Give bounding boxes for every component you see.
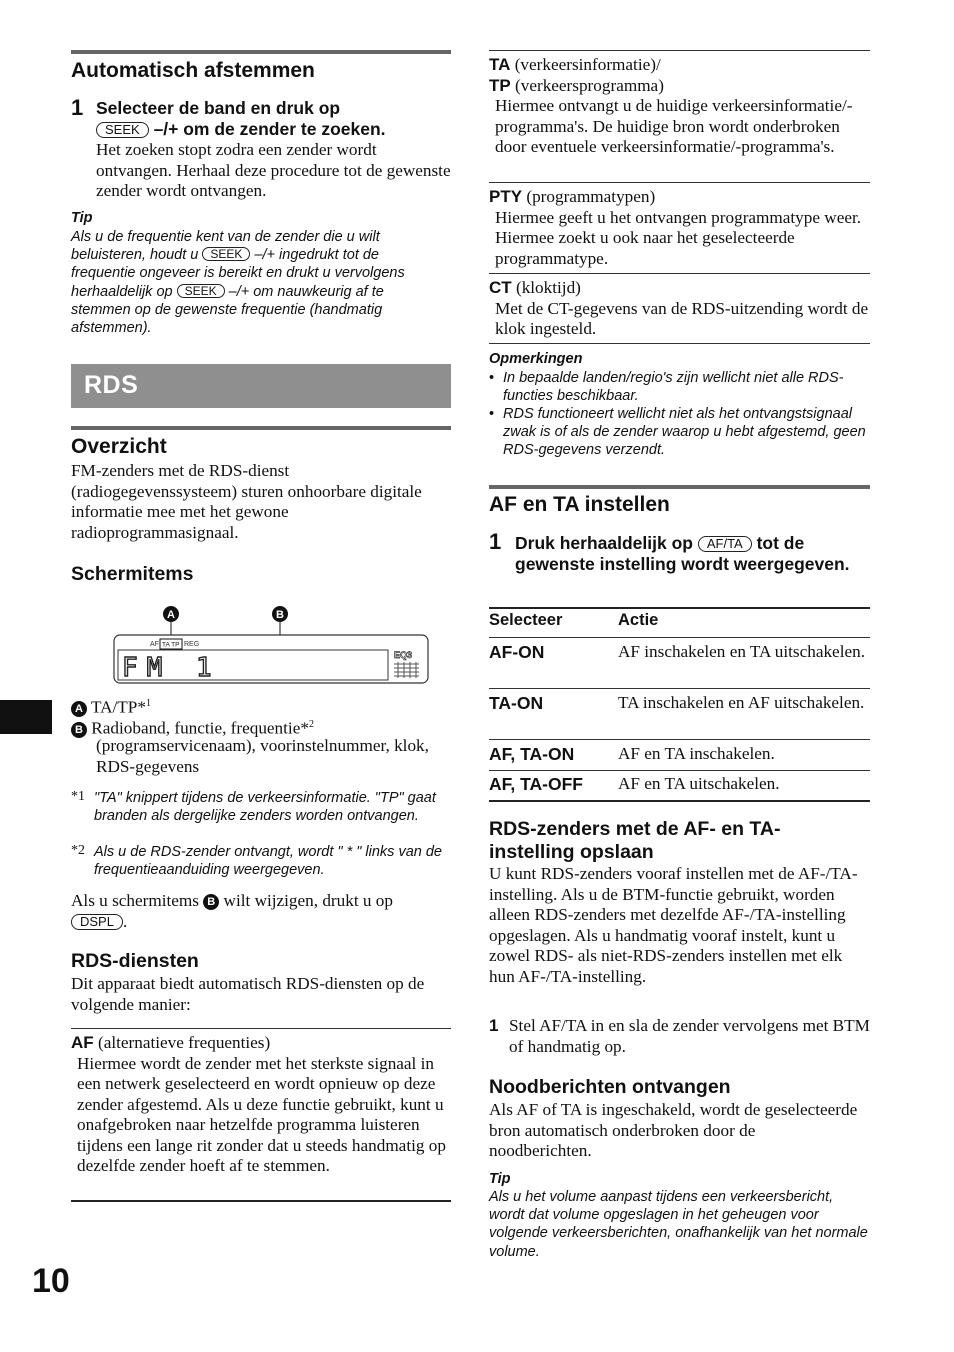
- heading-af-ta-instellen: AF en TA instellen: [489, 493, 670, 516]
- opmerking-1-text: In bepaalde landen/regio's zijn wellicht niet alle RDS-functies beschikbaar.: [503, 370, 844, 405]
- heading-rds-diensten: RDS-diensten: [71, 950, 199, 972]
- col-header-selecteer: Selecteer: [489, 611, 563, 629]
- callout-b-label: B: [276, 609, 284, 621]
- section-rule: [489, 485, 870, 489]
- opmerking-1: • In bepaalde landen/regio's zijn wellicht niet alle RDS-functies beschikbaar.: [489, 369, 870, 405]
- step-text-a: Selecteer de band en druk op: [96, 98, 341, 118]
- item-a-text: TA/TP*: [91, 697, 146, 717]
- dspl-button: DSPL: [71, 914, 123, 930]
- callout-b-badge: B: [71, 722, 87, 738]
- overzicht-body: FM-zenders met de RDS-dienst (radiogegevenssysteem) sturen onhoorbare digitale informatie mee met het gewone radioprogrammasignaal.: [71, 461, 422, 542]
- row-ta-on-action: TA inschakelen en AF uitschakelen.: [618, 693, 865, 712]
- footnote-1-mark: *1: [71, 789, 85, 804]
- tip-text-b: –/+ ingedrukt tot de frequentie ongeveer is bereikt en drukt u vervolgens herhaaldelijk op: [71, 247, 405, 300]
- noodberichten-tip: Als u het volume aanpast tijdens een verkeersbericht, wordt dat volume opgeslagen in het geheugen voor volgende verkeersberichten, onafhankelijk van het normale volume.: [489, 1189, 868, 1260]
- tp-term: TP: [489, 75, 511, 95]
- tatp-definition: [489, 55, 870, 158]
- af-body: Hiermee wordt de zender met het sterkste signaal in een netwerk geselecteerd en wordt opnieuw op deze zender afgestemd. Als u deze functie gebruikt, kunt u onafgebroken naar hetzelfde programma luisteren tijdens een lange rit zonder dat u steeds handmatig op dezelfde zender hoeft af te stemmen.: [77, 1053, 446, 1175]
- opmerkingen-label: Opmerkingen: [489, 351, 583, 367]
- pty-body: Hiermee geeft u het ontvangen programmatype weer. Hiermee zoekt u ook naar het geselecteerde programmatype.: [495, 207, 862, 268]
- footnote-1-text: "TA" knippert tijdens de verkeersinformatie. "TP" gaat branden als dergelijke zenders worden ontvangen.: [94, 790, 436, 825]
- footnote-2-text: Als u de RDS-zender ontvangt, wordt " * " links van de frequentieaanduiding weergegeven.: [94, 844, 442, 879]
- af-subtitle: (alternatieve frequenties): [97, 1033, 271, 1052]
- af-ta-button: AF/TA: [698, 536, 752, 552]
- footnote-2-mark: *2: [71, 843, 85, 858]
- change-text-a: Als u schermitems: [71, 891, 199, 910]
- section-rule: [71, 426, 451, 430]
- afta-step-text-a: Druk herhaaldelijk op: [515, 533, 693, 553]
- display-reg-indicator: REG: [184, 641, 200, 648]
- ct-subtitle: (kloktijd): [515, 278, 581, 297]
- tip-text-a: Als u de frequentie kent van de zender die u wilt beluisteren, houdt u: [71, 229, 380, 264]
- table-bottom-rule: [489, 800, 870, 802]
- afta-step-text-b: tot de gewenste instelling wordt weergegeven.: [515, 533, 850, 574]
- tip-label: Tip: [71, 210, 93, 226]
- pty-term: PTY: [489, 187, 523, 206]
- step-text-b: –/+ om de zender te zoeken.: [153, 118, 386, 139]
- step-body: Het zoeken stopt zodra een zender wordt ontvangen. Herhaal deze procedure tot de gewenste zender wordt ontvangen.: [96, 140, 451, 200]
- rds-section-banner: [71, 364, 451, 408]
- heading-noodberichten: Noodberichten ontvangen: [489, 1076, 731, 1098]
- side-tab-marker: [0, 700, 52, 734]
- opslaan-step-text: Stel AF/TA in en sla de zender vervolgens met BTM of handmatig op.: [509, 1016, 870, 1056]
- change-items-text: Als u schermitems B wilt wijzigen, drukt u op DSPL .: [71, 891, 393, 931]
- display-eq-indicator: EQ3: [394, 650, 413, 660]
- afta-step-instruction: [515, 533, 870, 574]
- divider: [489, 182, 870, 183]
- row-af-ta-off-select: AF, TA-OFF: [489, 774, 583, 794]
- row-af-ta-on-select: AF, TA-ON: [489, 744, 575, 764]
- opmerking-2: • RDS functioneert wellicht niet als het ontvangstsignaal zwak is of als de zender waarop u hebt afgestemd, geen RDS-gegevens verzendt.: [489, 405, 870, 460]
- tip-text-c: –/+ om nauwkeurig af te stemmen op de gewenste frequentie (handmatig afstemmen).: [71, 283, 384, 337]
- callout-a-badge: A: [71, 701, 87, 717]
- row-af-ta-off-action: AF en TA uitschakelen.: [618, 774, 780, 793]
- pty-definition: [489, 187, 870, 269]
- divider: [489, 739, 870, 740]
- display-illustration: [110, 602, 432, 686]
- seek-button-inline: SEEK: [202, 247, 250, 261]
- item-b-continuation: (programservicenaam), voorinstelnummer, klok, RDS-gegevens: [96, 736, 429, 776]
- ta-subtitle: (verkeersinformatie)/: [514, 55, 661, 74]
- divider: [489, 770, 870, 771]
- heading-automatisch-afstemmen: Automatisch afstemmen: [71, 59, 315, 82]
- pty-subtitle: (programmatypen): [526, 187, 656, 206]
- step-instruction: [96, 98, 446, 139]
- heading-overzicht: Overzicht: [71, 435, 167, 458]
- step-number: 1: [489, 529, 502, 554]
- item-b-sup: 2: [308, 719, 314, 730]
- callout-a-label: A: [167, 609, 175, 621]
- display-af-indicator: AF: [150, 641, 159, 648]
- heading-rds-zenders-opslaan: RDS-zenders met de AF- en TA-instelling opslaan: [489, 818, 781, 863]
- opmerking-2-text: RDS functioneert wellicht niet als het ontvangstsignaal zwak is of als de zender waarop u hebt afgestemd, geen RDS-gegevens verzendt.: [503, 406, 866, 459]
- row-ta-on-select: TA-ON: [489, 693, 544, 713]
- item-b-text: Radioband, functie, frequentie*: [91, 718, 309, 738]
- display-tatp-indicator: TA TP: [162, 641, 180, 649]
- tip-label: Tip: [489, 1171, 511, 1187]
- af-definition: [71, 1033, 451, 1177]
- seek-button: SEEK: [96, 122, 149, 138]
- divider: [71, 1028, 451, 1029]
- rds-banner-title: RDS: [84, 371, 139, 399]
- ct-body: Met de CT-gegevens van de RDS-uitzending wordt de klok ingesteld.: [495, 298, 869, 338]
- callout-b-badge-inline: B: [203, 894, 219, 910]
- display-svg: [110, 602, 432, 686]
- seek-button-inline-2: SEEK: [177, 284, 225, 298]
- noodberichten-body: Als AF of TA is ingeschakeld, wordt de geselecteerde bron automatisch onderbroken door de noodberichten.: [489, 1100, 858, 1160]
- row-af-on-action: AF inschakelen en TA uitschakelen.: [618, 642, 865, 661]
- tip-text: [71, 228, 446, 337]
- rds-diensten-body: Dit apparaat biedt automatisch RDS-diensten op de volgende manier:: [71, 974, 425, 1014]
- section-rule: [71, 50, 451, 54]
- tp-subtitle: (verkeersprogramma): [515, 75, 664, 95]
- row-af-ta-on-action: AF en TA inschakelen.: [618, 744, 775, 763]
- ct-definition: [489, 278, 870, 340]
- table-top-rule: [489, 607, 870, 609]
- col-header-actie: Actie: [618, 611, 659, 629]
- change-text-b: wilt wijzigen, drukt u op: [223, 891, 393, 910]
- row-af-on-select: AF-ON: [489, 642, 545, 662]
- step-number: 1: [71, 95, 84, 120]
- af-term: AF: [71, 1033, 94, 1052]
- divider: [489, 273, 870, 274]
- ta-term: TA: [489, 55, 511, 74]
- opslaan-step-number: 1: [489, 1016, 499, 1035]
- item-a-sup: 1: [145, 698, 151, 709]
- tatp-body: Hiermee ontvangt u de huidige verkeersinformatie/-programma's. De huidige bron wordt onderbroken door eventuele verkeersinformatie/-programma's.: [495, 96, 853, 156]
- heading-schermitems: Schermitems: [71, 563, 194, 585]
- divider: [489, 50, 870, 51]
- divider: [489, 343, 870, 344]
- ct-term: CT: [489, 278, 512, 297]
- divider: [489, 688, 870, 689]
- page-number: 10: [32, 1262, 70, 1300]
- opslaan-body: U kunt RDS-zenders vooraf instellen met de AF-/TA-instelling. Als u de BTM-functie gebruikt, worden alleen RDS-zenders met dezelfde AF-/TA-instelling opgeslagen. Als u handmatig vooraf instelt, kunt u zowel RDS- als niet-RDS-zenders instellen met elk hun AF-/TA-instelling.: [489, 864, 858, 986]
- divider: [71, 1200, 451, 1202]
- divider: [489, 637, 870, 638]
- display-main-text: FM 1: [122, 653, 221, 683]
